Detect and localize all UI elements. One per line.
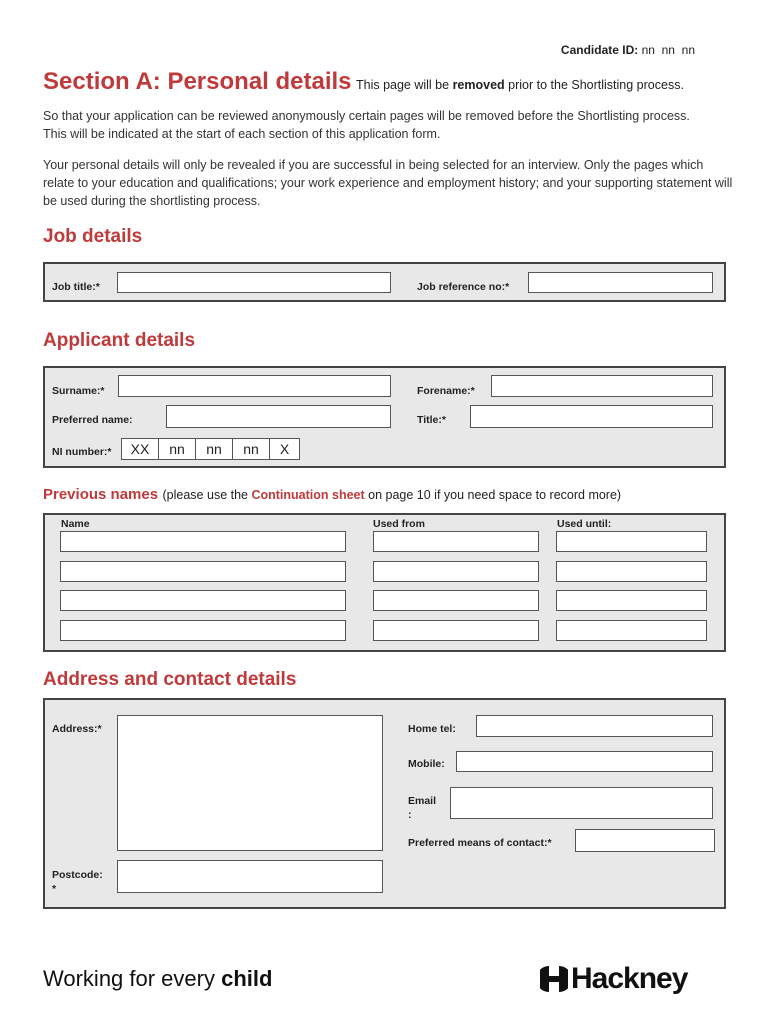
- address-label: Address:*: [52, 723, 102, 735]
- candidate-id: [561, 43, 695, 57]
- candidate-id-value: nn nn nn: [641, 43, 695, 57]
- ni-cell[interactable]: nn: [232, 438, 270, 460]
- name-column-header: Name: [61, 518, 90, 530]
- previous-name-field[interactable]: [556, 620, 707, 641]
- mobile-label: Mobile:: [408, 758, 445, 770]
- section-header: [43, 68, 684, 96]
- previous-name-field[interactable]: [556, 561, 707, 582]
- used-until-column-header: Used until:: [557, 518, 612, 530]
- previous-name-field[interactable]: [373, 620, 539, 641]
- hackney-h-icon: [540, 964, 568, 994]
- surname-input[interactable]: [118, 375, 391, 397]
- previous-names-header: Previous names (please use the Continuation sheet on page 10 if you need space to record more): [43, 486, 622, 503]
- ni-cell[interactable]: XX: [121, 438, 159, 460]
- preferred-contact-label: Preferred means of contact:*: [408, 837, 552, 849]
- job-reference-label: Job reference no:*: [417, 281, 510, 293]
- previous-name-field[interactable]: [60, 620, 346, 641]
- intro-paragraph-1: So that your application can be reviewed anonymously certain pages will be removed before the Shortlisting process. This will be indicated at the start of each section of this application form.: [43, 109, 690, 141]
- email-input[interactable]: [450, 787, 713, 819]
- email-label: Email :: [408, 795, 437, 821]
- title-label: Title:*: [417, 414, 446, 426]
- removal-note: This page will be removed prior to the Shortlisting process.: [355, 78, 684, 92]
- home-tel-label: Home tel:: [408, 723, 456, 735]
- hackney-logo: [540, 962, 687, 996]
- mobile-input[interactable]: [456, 751, 713, 772]
- postcode-input[interactable]: [117, 860, 383, 893]
- preferred-name-input[interactable]: [166, 405, 391, 428]
- job-title-label: Job title:*: [52, 281, 100, 293]
- used-from-column-header: Used from: [373, 518, 425, 530]
- title-select[interactable]: [470, 405, 713, 428]
- home-tel-input[interactable]: [476, 715, 713, 737]
- job-details-heading: Job details: [43, 226, 143, 247]
- postcode-label: Postcode: *: [52, 869, 103, 895]
- forename-label: Forename:*: [417, 385, 475, 397]
- address-heading: Address and contact details: [43, 669, 297, 690]
- previous-names-heading: Previous names: [43, 486, 159, 503]
- slogan: Working for every child: [43, 966, 273, 991]
- ni-number-label: NI number:*: [52, 446, 112, 458]
- job-title-input[interactable]: [117, 272, 391, 293]
- previous-name-field[interactable]: [556, 531, 707, 552]
- ni-cell[interactable]: nn: [158, 438, 196, 460]
- previous-name-field[interactable]: [60, 531, 346, 552]
- continuation-sheet-link[interactable]: Continuation sheet: [251, 488, 365, 502]
- previous-name-field[interactable]: [373, 590, 539, 611]
- preferred-contact-select[interactable]: [575, 829, 715, 852]
- page-title: Section A: Personal details: [43, 68, 352, 95]
- ni-cell[interactable]: X: [269, 438, 300, 460]
- preferred-name-label: Preferred name:: [52, 414, 133, 426]
- previous-name-field[interactable]: [373, 531, 539, 552]
- address-textarea[interactable]: [117, 715, 383, 851]
- job-reference-input[interactable]: [528, 272, 713, 293]
- previous-name-field[interactable]: [60, 561, 346, 582]
- surname-label: Surname:*: [52, 385, 105, 397]
- previous-name-field[interactable]: [556, 590, 707, 611]
- applicant-details-heading: Applicant details: [43, 330, 196, 351]
- previous-name-field[interactable]: [373, 561, 539, 582]
- hackney-logo-text: Hackney: [571, 962, 688, 995]
- ni-cell[interactable]: nn: [195, 438, 233, 460]
- intro-paragraph-2: Your personal details will only be revealed if you are successful in being selected for an interview. Only the pages which relate to your education and qualifications; your work experience and employment history; and your supporting statement will be used during the shortlisting process.: [43, 158, 733, 208]
- forename-input[interactable]: [491, 375, 713, 397]
- candidate-id-label: Candidate ID:: [560, 43, 639, 57]
- previous-name-field[interactable]: [60, 590, 346, 611]
